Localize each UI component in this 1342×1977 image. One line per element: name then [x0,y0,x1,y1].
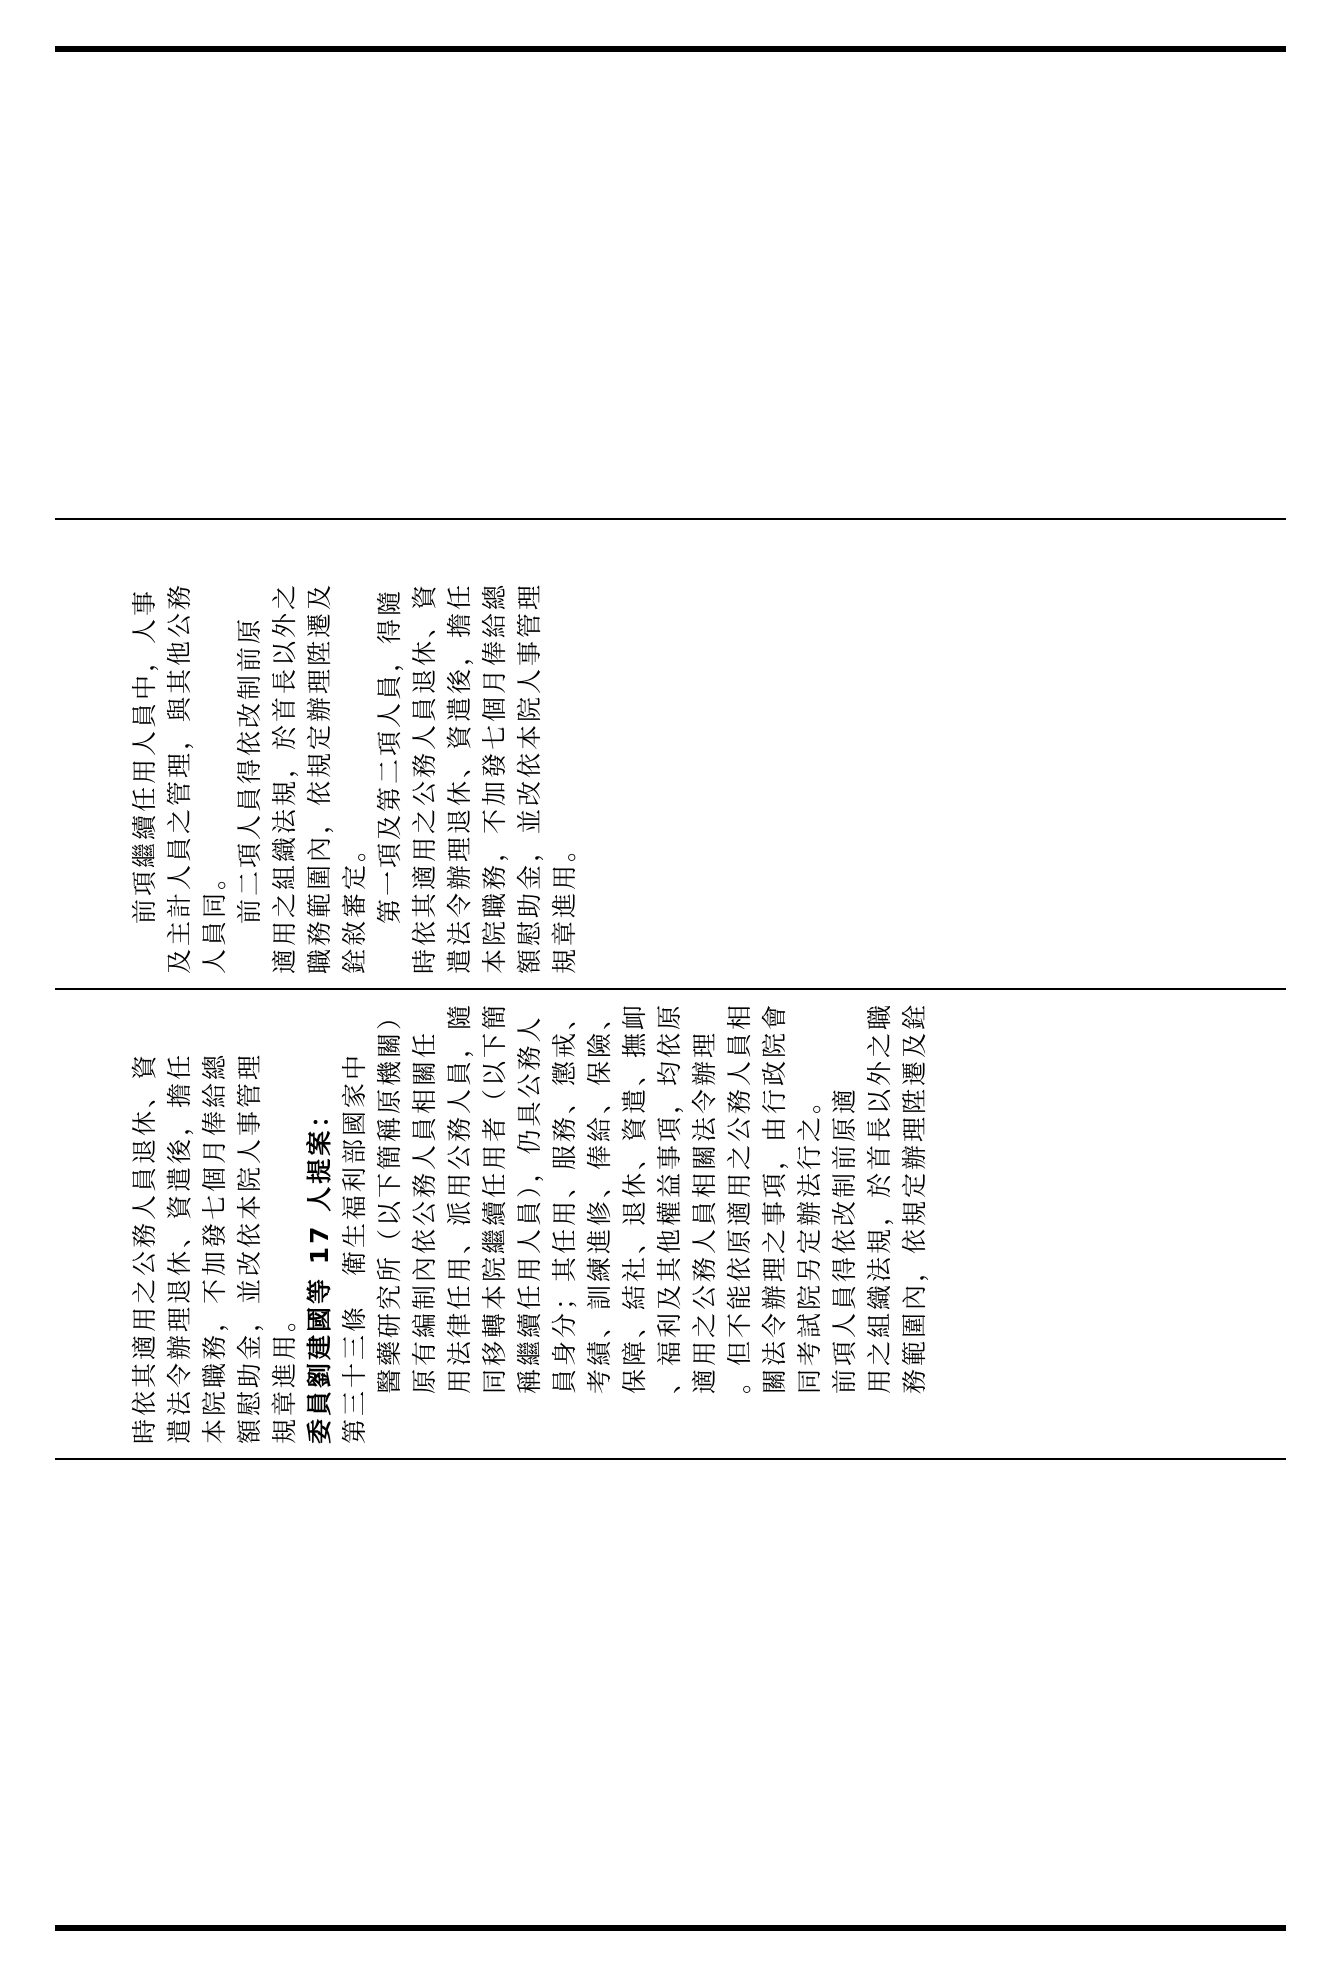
section-divider-3 [55,1458,1286,1460]
upper-text-line: 遣法令辦理退休、資遣後，擔任 [445,581,474,974]
lower-text-line: 務範圍內，依規定辦理陞遷及銓 [900,1001,929,1394]
lower-text-line: 本院職務，不加發七個月俸給總 [200,1051,229,1444]
upper-text-line: 人員同。 [200,861,229,974]
lower-text-line: 同移轉本院繼續任用者（以下簡 [480,1001,509,1394]
lower-text-line: 額慰助金，並改依本院人事管理 [235,1051,264,1444]
bottom-rule [55,1925,1286,1931]
top-rule [55,46,1286,52]
upper-text-line: 本院職務，不加發七個月俸給總 [480,581,509,974]
lower-text-line: 員身分；其任用、服務、懲戒、 [550,1001,579,1394]
upper-text-block [55,524,1286,984]
lower-text-line: 醫藥研究所（以下簡稱原機關） [375,1001,404,1394]
section-divider-2 [55,988,1286,990]
lower-text-line: 用法律任用、派用公務人員，隨 [445,1001,474,1394]
upper-text-line: 前二項人員得依改制前原 [235,615,264,924]
upper-text-line: 第一項及第二項人員，得隨 [375,587,404,924]
lower-text-line: 適用之公務人員相關法令辦理 [690,1029,719,1394]
upper-rotated-text [127,534,582,974]
lower-text-line: 前項人員得依改制前原適 [830,1085,859,1394]
upper-text-line: 時依其適用之公務人員退休、資 [410,581,439,974]
section-divider-1 [55,518,1286,520]
lower-text-block [55,994,1286,1454]
lower-text-line: 用之組織法規，於首長以外之職 [865,1001,894,1394]
upper-text-line: 適用之組織法規，於首長以外之 [270,581,299,974]
upper-text-line: 前項繼續任用人員中，人事 [130,587,159,924]
lower-text-line: 時依其適用之公務人員退休、資 [130,1051,159,1444]
lower-text-line: 規章進用。 [270,1303,299,1444]
upper-text-line: 職務範圍內，依規定辦理陞遷及 [305,581,334,974]
upper-text-line: 規章進用。 [550,833,579,974]
lower-text-line: 同考試院另定辦法行之。 [795,1085,824,1394]
lower-text-line: 稱繼續任用人員），仍具公務人 [515,1014,544,1394]
lower-text-line: 遣法令辦理退休、資遣後，擔任 [165,1051,194,1444]
lower-text-line: 原有編制內依公務人員相關任 [410,1029,439,1394]
lower-text-line: 。但不能依原適用之公務人員相 [725,1001,754,1394]
lower-text-line: 委員劉建國等 17 人提案： [305,1099,334,1444]
lower-text-line: 考績、訓練進修、俸給、保險、 [585,1001,614,1394]
upper-text-line: 額慰助金，並改依本院人事管理 [515,581,544,974]
lower-text-line: 、福利及其他權益事項，均依原 [655,1001,684,1394]
lower-rotated-text [127,1001,932,1444]
upper-text-line: 及主計人員之管理，與其他公務 [165,581,194,974]
lower-text-line: 第三十三條 衛生福利部國家中 [340,1051,369,1444]
lower-text-line: 保障、結社、退休、資遣、撫卹 [620,1001,649,1394]
upper-text-line: 銓敘審定。 [340,833,369,974]
lower-text-line: 關法令辦理之事項，由行政院會 [760,1001,789,1394]
